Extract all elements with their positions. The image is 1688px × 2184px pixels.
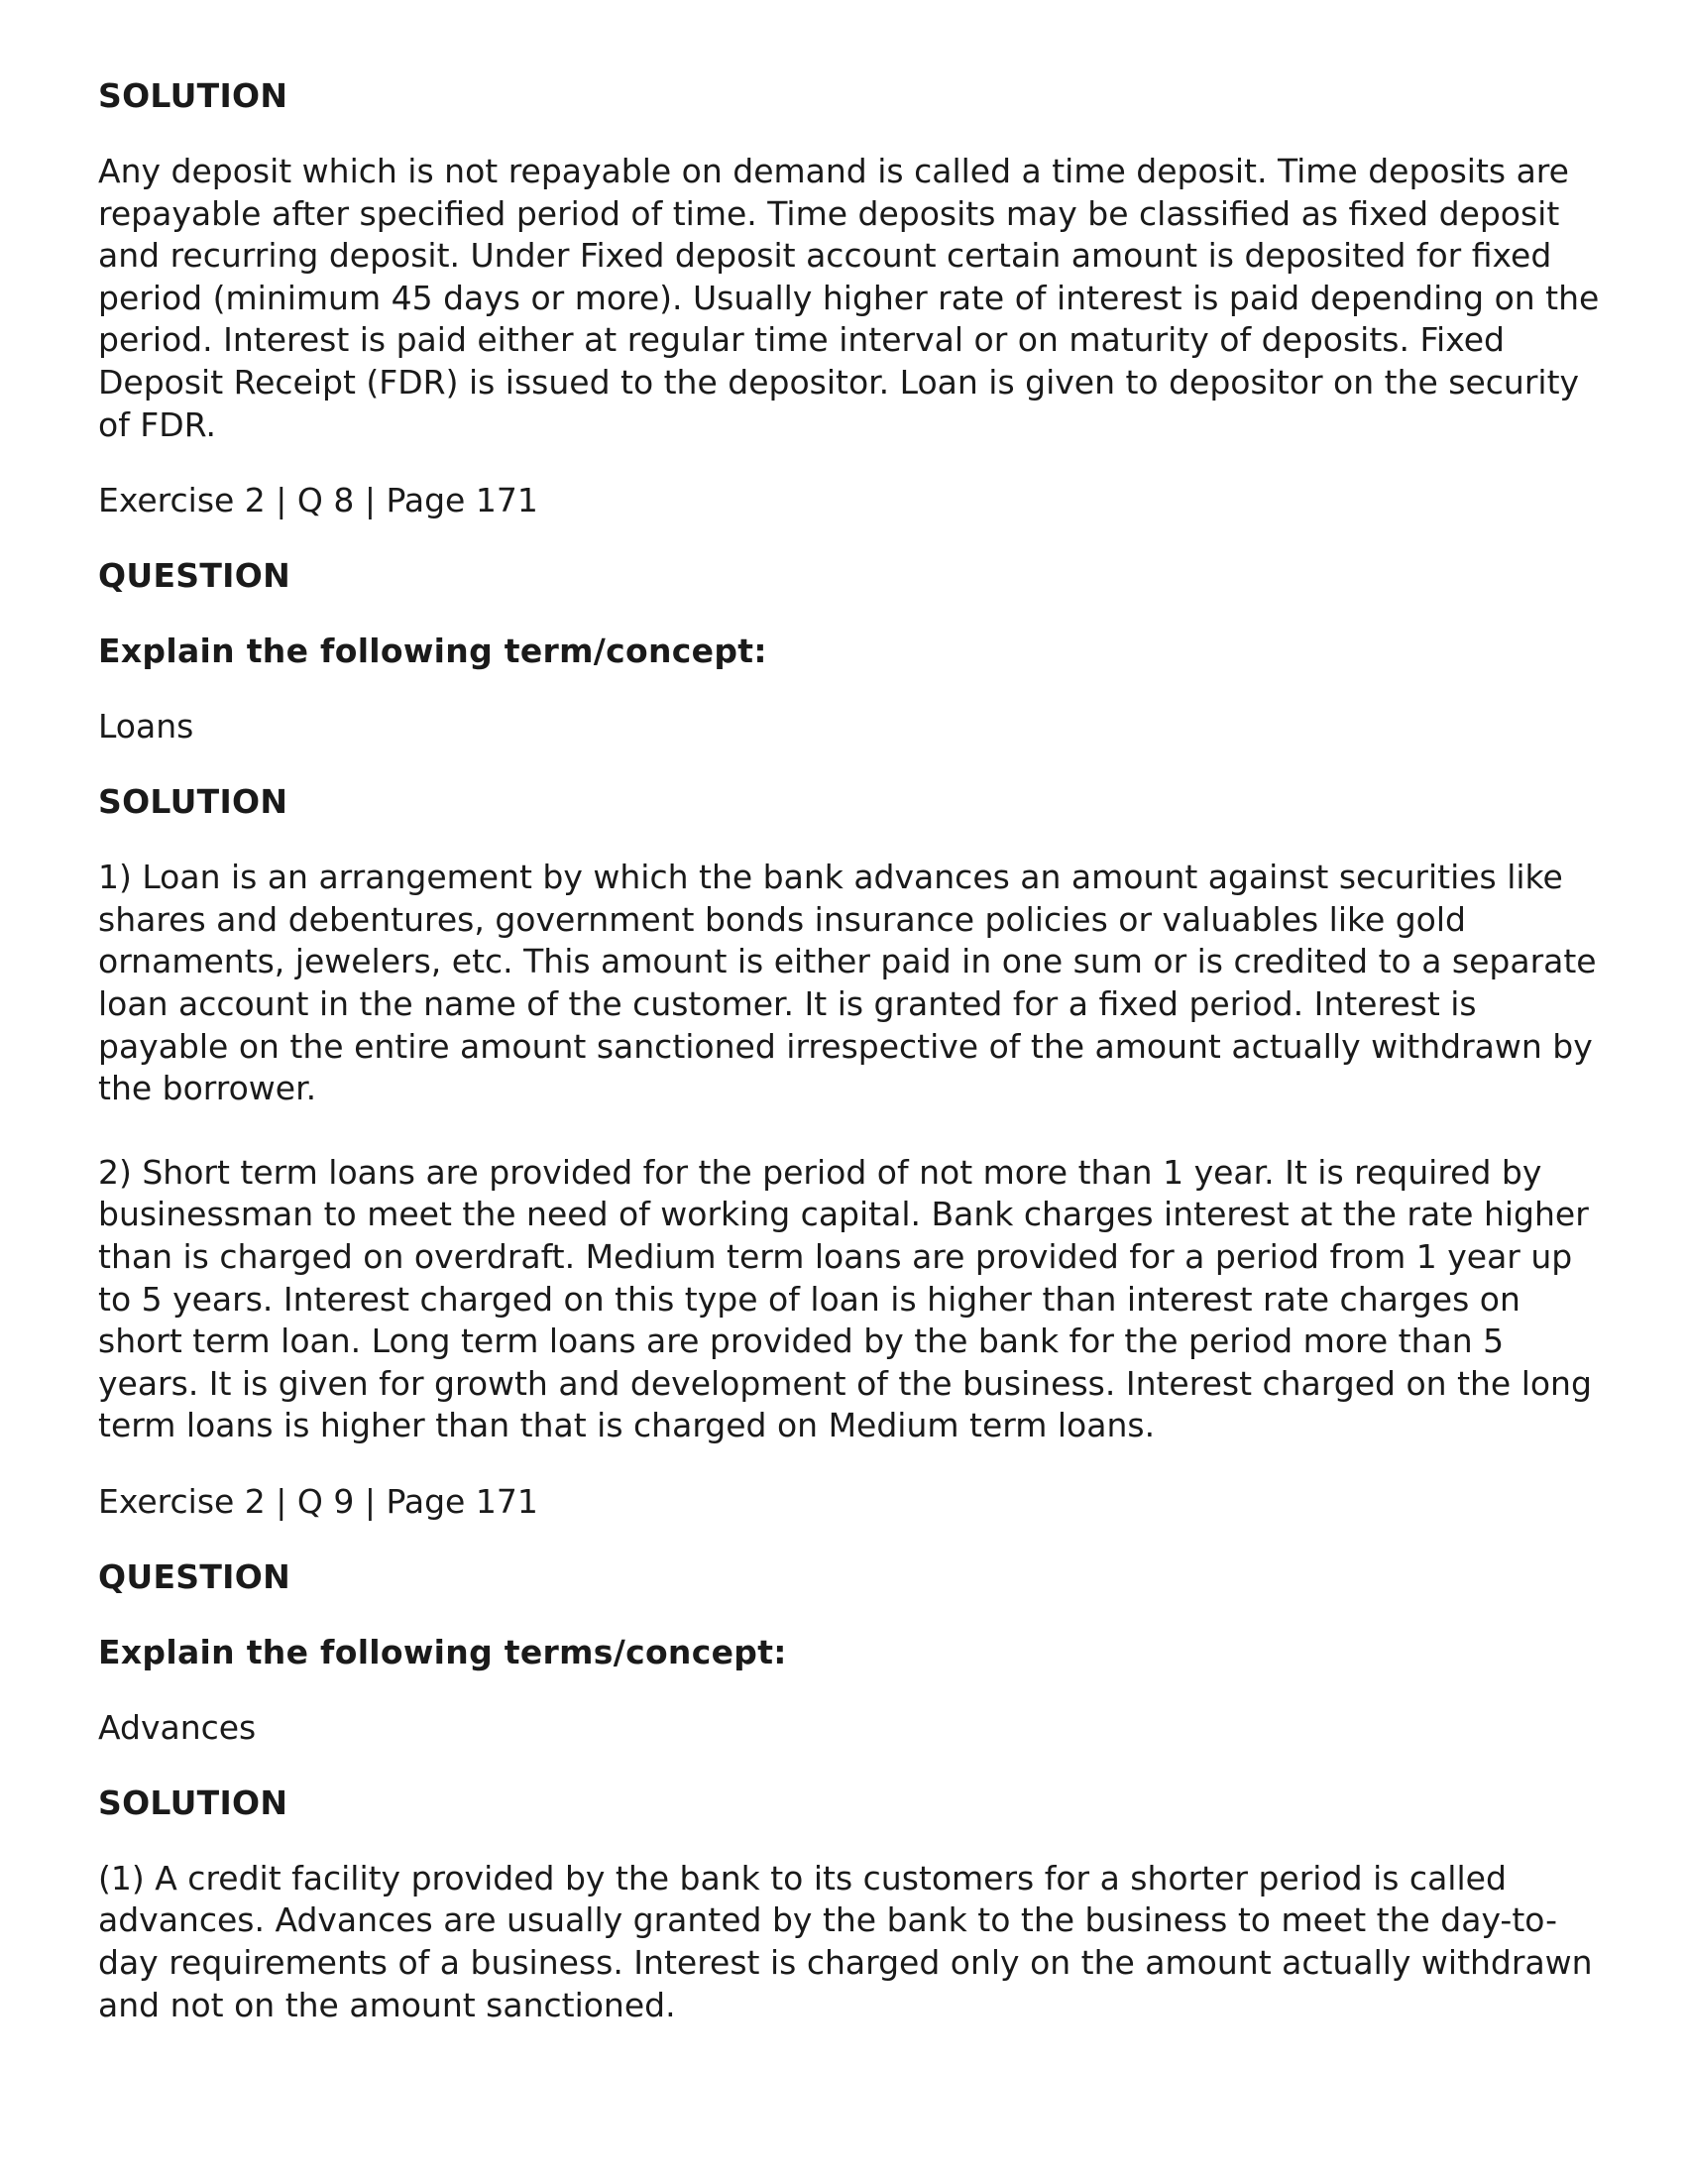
question-heading: QUESTION	[98, 1556, 291, 1596]
question-prompt: Explain the following terms/concept:	[98, 1632, 787, 1671]
solution-heading: SOLUTION	[98, 782, 288, 822]
solution-text-loans-2: 2) Short term loans are provided for the period of not more than 1 year. It is required by businessman to meet the need of working capital. Bank charges interest at the rate higher than is charged on overdraft. Medium term loans are provided for a period from 1 year up to 5 years. Interest charged on this type of loan is higher than interest rate charges on short term loan. Long term loans are provided by the bank for the period more than 5 years. It is given for growth and development of the business. Interest charged on the long term loans is higher than that is charged on Medium term loans.	[98, 1152, 1592, 1445]
question-prompt: Explain the following term/concept:	[98, 632, 767, 671]
question-term-loans: Loans	[98, 707, 194, 747]
solution-heading: SOLUTION	[98, 1782, 288, 1822]
solution-text-time-deposit: Any deposit which is not repayable on demand is called a time deposit. Time deposits are repayable after specified period of time. Time deposits may be classified as fixed deposit and recurring deposit. Under Fixed deposit account certain amount is deposited for fixed period (minimum 45 days or more). Usually higher rate of interest is paid depending on the period. Interest is paid either at regular time interval or on maturity of deposits. Fixed Deposit Receipt (FDR) is issued to the depositor. Loan is given to depositor on the security of FDR.	[98, 152, 1600, 444]
question-heading: QUESTION	[98, 556, 291, 596]
solution-text-loans-1: 1) Loan is an arrangement by which the bank advances an amount against securities like shares and debentures, government bonds insurance policies or valuables like gold ornaments, jewelers, etc. This amount is either paid in one sum or is credited to a separate loan account in the name of the customer. It is granted for a fixed period. Interest is payable on the entire amount sanctioned irrespective of the amount actually withdrawn by the borrower.	[98, 858, 1597, 1108]
document-page	[98, 75, 1605, 2026]
question-term-advances: Advances	[98, 1707, 257, 1747]
solution-text-advances: (1) A credit facility provided by the bank to its customers for a shorter period is called advances. Advances are usually granted by the bank to the business to meet the day-to-day requirements of a business. Interest is charged only on the amount actually withdrawn and not on the amount sanctioned.	[98, 1858, 1593, 2024]
exercise-reference-q9: Exercise 2 | Q 9 | Page 171	[98, 1481, 538, 1521]
solution-heading: SOLUTION	[98, 76, 288, 115]
exercise-reference-q8: Exercise 2 | Q 8 | Page 171	[98, 481, 538, 520]
